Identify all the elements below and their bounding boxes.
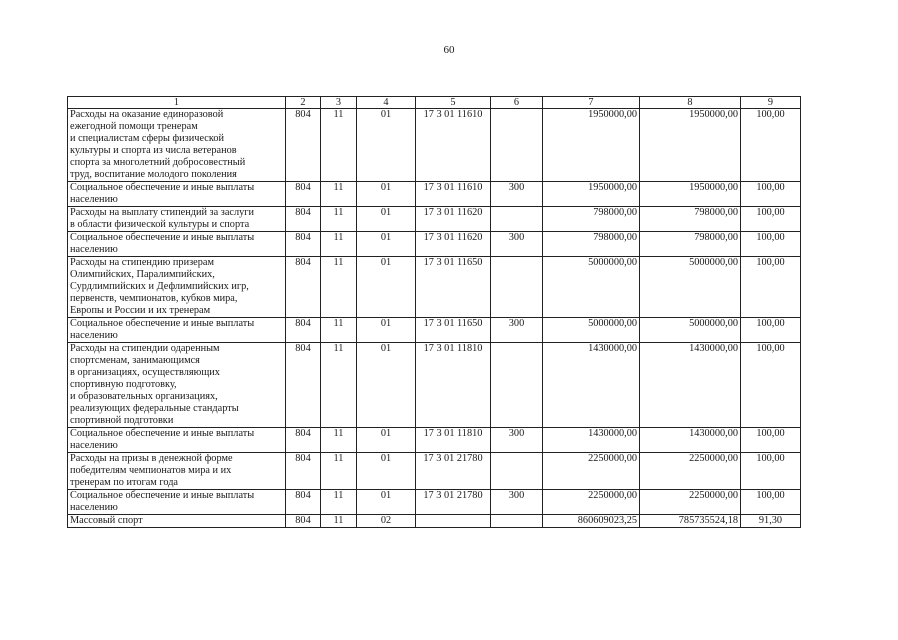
column-header: 5 [416, 97, 491, 109]
cell-section-code: 11 [321, 453, 357, 490]
budget-table [67, 96, 801, 528]
cell-planned-amount: 1950000,00 [543, 182, 640, 207]
cell-executed-amount: 2250000,00 [640, 453, 741, 490]
table-row [68, 109, 801, 182]
description-line: Расходы на призы в денежной форме [70, 453, 233, 464]
cell-description [68, 207, 286, 232]
cell-execution-percent: 100,00 [741, 428, 801, 453]
cell-target-article: 17 3 01 11650 [416, 257, 491, 318]
description-line: первенств, чемпионатов, кубков мира, [70, 293, 238, 304]
description-line: культуры и спорта из числа ветеранов [70, 145, 237, 156]
cell-planned-amount: 5000000,00 [543, 257, 640, 318]
description-line: Расходы на стипендию призерам [70, 257, 214, 268]
cell-execution-percent: 100,00 [741, 257, 801, 318]
cell-planned-amount: 2250000,00 [543, 490, 640, 515]
cell-subsection-code: 01 [357, 257, 416, 318]
cell-subsection-code: 02 [357, 515, 416, 528]
cell-ministry-code: 804 [286, 453, 321, 490]
cell-expense-type [491, 453, 543, 490]
table-row [68, 232, 801, 257]
cell-ministry-code: 804 [286, 318, 321, 343]
description-line: населению [70, 330, 118, 341]
cell-subsection-code: 01 [357, 453, 416, 490]
description-line: тренерам по итогам года [70, 477, 179, 488]
description-line: Расходы на оказание единоразовой [70, 109, 224, 120]
description-line: Расходы на выплату стипендий за заслуги [70, 207, 254, 218]
column-header: 3 [321, 97, 357, 109]
cell-section-code: 11 [321, 257, 357, 318]
table-row [68, 453, 801, 490]
cell-section-code: 11 [321, 343, 357, 428]
cell-target-article: 17 3 01 11810 [416, 343, 491, 428]
cell-planned-amount: 1430000,00 [543, 428, 640, 453]
description-line: Социальное обеспечение и иные выплаты [70, 428, 255, 439]
cell-execution-percent: 100,00 [741, 232, 801, 257]
cell-ministry-code: 804 [286, 428, 321, 453]
cell-execution-percent: 100,00 [741, 207, 801, 232]
table-row [68, 428, 801, 453]
cell-target-article: 17 3 01 21780 [416, 490, 491, 515]
page-number: 60 [443, 44, 455, 56]
column-number-row [68, 97, 801, 109]
description-line: населению [70, 502, 118, 513]
cell-planned-amount: 798000,00 [543, 207, 640, 232]
description-line: Олимпийских, Паралимпийских, [70, 269, 215, 280]
cell-target-article: 17 3 01 11650 [416, 318, 491, 343]
cell-section-code: 11 [321, 318, 357, 343]
cell-description [68, 318, 286, 343]
cell-description [68, 257, 286, 318]
description-line: ежегодной помощи тренерам [70, 121, 198, 132]
cell-ministry-code: 804 [286, 515, 321, 528]
cell-target-article: 17 3 01 21780 [416, 453, 491, 490]
cell-planned-amount: 5000000,00 [543, 318, 640, 343]
description-line: населению [70, 440, 118, 451]
description-line: Социальное обеспечение и иные выплаты [70, 232, 255, 243]
cell-executed-amount: 1950000,00 [640, 109, 741, 182]
description-line: в организациях, осуществляющих [70, 367, 220, 378]
cell-subsection-code: 01 [357, 318, 416, 343]
cell-description [68, 109, 286, 182]
description-line: реализующих федеральные стандарты [70, 403, 239, 414]
description-line: Социальное обеспечение и иные выплаты [70, 490, 255, 501]
cell-ministry-code: 804 [286, 182, 321, 207]
cell-executed-amount: 2250000,00 [640, 490, 741, 515]
table-row [68, 182, 801, 207]
description-line: спорта за многолетний добросовестный [70, 157, 246, 168]
cell-expense-type: 300 [491, 490, 543, 515]
description-line: Сурдлимпийских и Дефлимпийских игр, [70, 281, 249, 292]
description-line: Социальное обеспечение и иные выплаты [70, 182, 255, 193]
description-line: и образовательных организациях, [70, 391, 218, 402]
cell-execution-percent: 100,00 [741, 490, 801, 515]
cell-ministry-code: 804 [286, 109, 321, 182]
cell-subsection-code: 01 [357, 182, 416, 207]
cell-description [68, 490, 286, 515]
cell-expense-type [491, 257, 543, 318]
cell-execution-percent: 91,30 [741, 515, 801, 528]
description-line: спортсменам, занимающимся [70, 355, 200, 366]
cell-execution-percent: 100,00 [741, 343, 801, 428]
cell-planned-amount: 2250000,00 [543, 453, 640, 490]
table-row [68, 490, 801, 515]
description-line: населению [70, 194, 118, 205]
table-row [68, 318, 801, 343]
cell-section-code: 11 [321, 207, 357, 232]
cell-section-code: 11 [321, 490, 357, 515]
description-line: населению [70, 244, 118, 255]
cell-planned-amount: 798000,00 [543, 232, 640, 257]
cell-executed-amount: 798000,00 [640, 232, 741, 257]
cell-subsection-code: 01 [357, 343, 416, 428]
cell-section-code: 11 [321, 182, 357, 207]
cell-section-code: 11 [321, 232, 357, 257]
cell-executed-amount: 5000000,00 [640, 257, 741, 318]
cell-execution-percent: 100,00 [741, 318, 801, 343]
cell-ministry-code: 804 [286, 490, 321, 515]
column-header: 9 [741, 97, 801, 109]
cell-executed-amount: 1950000,00 [640, 182, 741, 207]
cell-execution-percent: 100,00 [741, 182, 801, 207]
cell-subsection-code: 01 [357, 428, 416, 453]
description-line: труд, воспитание молодого поколения [70, 169, 237, 180]
cell-expense-type [491, 515, 543, 528]
description-line: спортивную подготовку, [70, 379, 177, 390]
description-line: победителям чемпионатов мира и их [70, 465, 232, 476]
description-line: Европы и России и их тренерам [70, 305, 211, 316]
column-header: 7 [543, 97, 640, 109]
cell-section-code: 11 [321, 109, 357, 182]
description-line: Массовый спорт [70, 515, 143, 526]
cell-description [68, 453, 286, 490]
cell-target-article: 17 3 01 11620 [416, 207, 491, 232]
column-header: 4 [357, 97, 416, 109]
cell-expense-type [491, 207, 543, 232]
cell-expense-type: 300 [491, 318, 543, 343]
cell-executed-amount: 1430000,00 [640, 343, 741, 428]
cell-target-article: 17 3 01 11620 [416, 232, 491, 257]
cell-planned-amount: 860609023,25 [543, 515, 640, 528]
cell-executed-amount: 1430000,00 [640, 428, 741, 453]
description-line: и специалистам сферы физической [70, 133, 224, 144]
cell-ministry-code: 804 [286, 232, 321, 257]
description-line: Социальное обеспечение и иные выплаты [70, 318, 255, 329]
cell-execution-percent: 100,00 [741, 109, 801, 182]
cell-ministry-code: 804 [286, 257, 321, 318]
description-line: Расходы на стипендии одаренным [70, 343, 220, 354]
cell-executed-amount: 5000000,00 [640, 318, 741, 343]
cell-expense-type: 300 [491, 232, 543, 257]
cell-expense-type: 300 [491, 182, 543, 207]
table-row [68, 343, 801, 428]
cell-execution-percent: 100,00 [741, 453, 801, 490]
column-header: 1 [68, 97, 286, 109]
cell-subsection-code: 01 [357, 490, 416, 515]
table-row [68, 257, 801, 318]
cell-description [68, 232, 286, 257]
cell-target-article: 17 3 01 11810 [416, 428, 491, 453]
cell-expense-type [491, 343, 543, 428]
column-header: 8 [640, 97, 741, 109]
column-header: 2 [286, 97, 321, 109]
description-line: в области физической культуры и спорта [70, 219, 250, 230]
cell-subsection-code: 01 [357, 109, 416, 182]
cell-subsection-code: 01 [357, 207, 416, 232]
cell-description [68, 182, 286, 207]
cell-subsection-code: 01 [357, 232, 416, 257]
cell-target-article [416, 515, 491, 528]
description-line: спортивной подготовки [70, 415, 174, 426]
cell-expense-type [491, 109, 543, 182]
cell-target-article: 17 3 01 11610 [416, 182, 491, 207]
cell-section-code: 11 [321, 428, 357, 453]
table-row [68, 515, 801, 528]
cell-planned-amount: 1950000,00 [543, 109, 640, 182]
cell-description [68, 428, 286, 453]
cell-ministry-code: 804 [286, 343, 321, 428]
cell-section-code: 11 [321, 515, 357, 528]
table-row [68, 207, 801, 232]
cell-description [68, 343, 286, 428]
cell-planned-amount: 1430000,00 [543, 343, 640, 428]
cell-ministry-code: 804 [286, 207, 321, 232]
cell-target-article: 17 3 01 11610 [416, 109, 491, 182]
cell-expense-type: 300 [491, 428, 543, 453]
cell-executed-amount: 798000,00 [640, 207, 741, 232]
column-header: 6 [491, 97, 543, 109]
cell-executed-amount: 785735524,18 [640, 515, 741, 528]
table-body [68, 109, 801, 528]
cell-description [68, 515, 286, 528]
